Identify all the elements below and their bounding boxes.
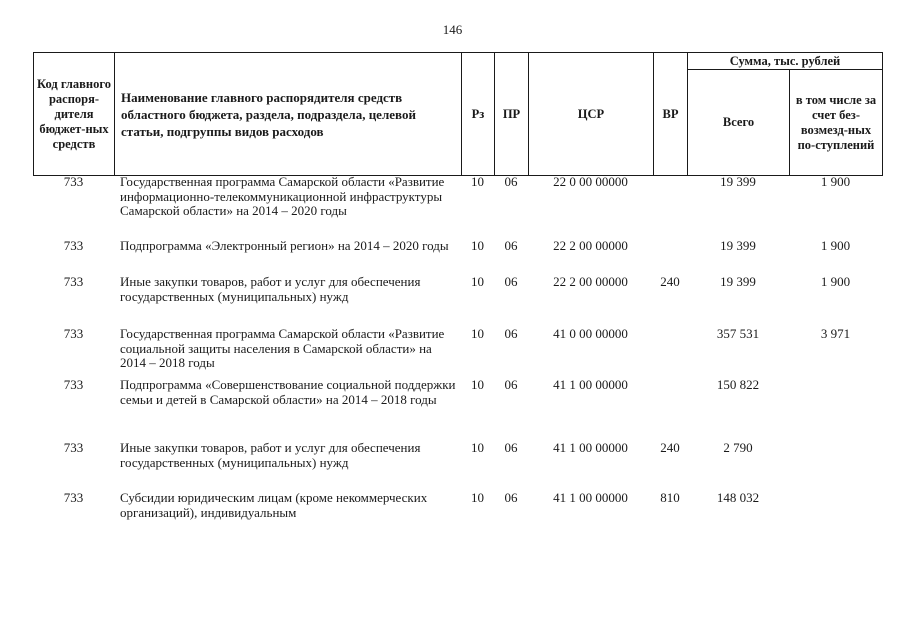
row-vr: 240 [660,274,680,289]
header-sum: Сумма, тыс. рублей [688,53,883,70]
row-free [789,378,882,441]
header-total: Всего [688,70,790,176]
row-total: 2 790 [723,440,753,455]
header-code: Код главного распоря-дителя бюджет-ных средств [34,53,115,176]
row-free: 1 900 [820,238,851,253]
page-number: 146 [442,22,463,37]
row-vr [653,327,687,378]
row-csr: 22 2 00 00000 [553,274,628,289]
row-total: 357 531 [716,326,760,341]
row-total: 19 399 [720,238,756,253]
header-rz: Рз [462,53,495,176]
row-code: 733 [63,238,84,253]
row-pr: 06 [504,326,518,341]
table-row [33,275,882,327]
row-name: Подпрограмма «Электронный регион» на 2014 – 2020 годы [120,238,449,253]
row-total: 150 822 [716,377,760,392]
row-vr [653,378,687,441]
row-name: Иные закупки товаров, работ и услуг для обеспечения государственных (муниципальных) нужд [120,274,421,304]
row-free [789,441,882,491]
row-name: Иные закупки товаров, работ и услуг для обеспечения государственных (муниципальных) нужд [120,440,421,470]
row-code: 733 [63,326,84,341]
table-row [33,441,882,491]
header-csr: ЦСР [529,53,654,176]
row-csr: 41 1 00 00000 [553,490,628,505]
row-name: Субсидии юридическим лицам (кроме некоммерческих организаций), индивидуальным [120,490,428,520]
row-vr: 810 [660,490,680,505]
row-code: 733 [63,490,84,505]
row-code: 733 [63,377,84,392]
row-total: 148 032 [716,490,760,505]
table-row [33,378,882,441]
row-rz: 10 [471,490,484,505]
row-rz: 10 [471,326,484,341]
table-row [33,491,882,531]
table-body [33,175,882,531]
row-total: 19 399 [720,174,756,189]
row-rz: 10 [471,274,484,289]
row-code: 733 [63,174,84,189]
table-row [33,327,882,378]
row-rz: 10 [471,238,484,253]
row-pr: 06 [504,440,518,455]
row-pr: 06 [504,274,518,289]
table-row [33,175,882,239]
row-total: 19 399 [720,274,756,289]
table-row [33,239,882,275]
row-free: 3 971 [820,326,851,341]
row-csr: 22 2 00 00000 [553,238,628,253]
row-vr [653,175,687,239]
row-free: 1 900 [820,274,851,289]
table-header [33,52,883,176]
row-csr: 41 1 00 00000 [553,377,628,392]
row-pr: 06 [504,238,518,253]
row-free [789,491,882,531]
row-name: Государственная программа Самарской области «Развитие информационно-телекоммуникационной инфраструктуры Самарской области» на 2014 – 2020 годы [120,174,445,218]
row-pr: 06 [504,377,518,392]
row-pr: 06 [504,174,518,189]
row-name: Подпрограмма «Совершенствование социальной поддержки семьи и детей в Самарской области» на 2014 – 2018 годы [120,377,456,407]
header-pr: ПР [495,53,529,176]
header-name: Наименование главного распорядителя средств областного бюджета, раздела, подраздела, целевой статьи, подгруппы видов расходов [115,53,462,176]
row-rz: 10 [471,174,484,189]
row-vr: 240 [660,440,680,455]
row-csr: 41 0 00 00000 [553,326,628,341]
header-vr: ВР [654,53,688,176]
row-csr: 41 1 00 00000 [553,440,628,455]
row-name: Государственная программа Самарской области «Развитие социальной защиты населения в Самарской области» на 2014 – 2018 годы [120,326,445,370]
row-rz: 10 [471,377,484,392]
row-rz: 10 [471,440,484,455]
row-free: 1 900 [820,174,851,189]
row-code: 733 [63,274,84,289]
header-free: в том числе за счет без-возмезд-ных по-ступлений [790,70,883,176]
row-csr: 22 0 00 00000 [553,174,628,189]
row-vr [653,239,687,275]
row-pr: 06 [504,490,518,505]
row-code: 733 [63,440,84,455]
